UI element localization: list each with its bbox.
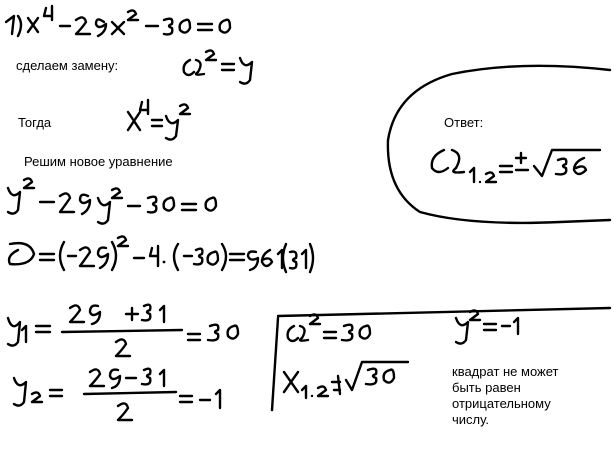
handwritten-equation-problem-7 bbox=[6, 6, 230, 36]
solve-new-equation-label: Решим новое уравнение bbox=[24, 154, 173, 169]
note-line: отрицательному bbox=[452, 396, 551, 411]
then-label: Тогда bbox=[18, 115, 52, 130]
handwritten-new-equation bbox=[8, 178, 216, 223]
handwritten-root-y1 bbox=[8, 305, 238, 356]
answer-cloud bbox=[388, 66, 610, 223]
note-line: квадрат не может bbox=[452, 364, 559, 379]
note-line: числу. bbox=[452, 412, 489, 427]
handwritten-substitution bbox=[184, 50, 252, 83]
substitution-label: сделаем замену: bbox=[16, 58, 119, 73]
handwritten-answer bbox=[432, 150, 600, 183]
handwritten-discriminant bbox=[9, 236, 313, 272]
note-line: быть равен bbox=[452, 380, 521, 395]
handwritten-cases bbox=[272, 308, 610, 410]
answer-label: Ответ: bbox=[444, 115, 484, 130]
negative-square-note bbox=[452, 364, 559, 428]
handwritten-root-y2 bbox=[14, 369, 220, 420]
handwritten-x4-equals-y2 bbox=[128, 100, 190, 140]
